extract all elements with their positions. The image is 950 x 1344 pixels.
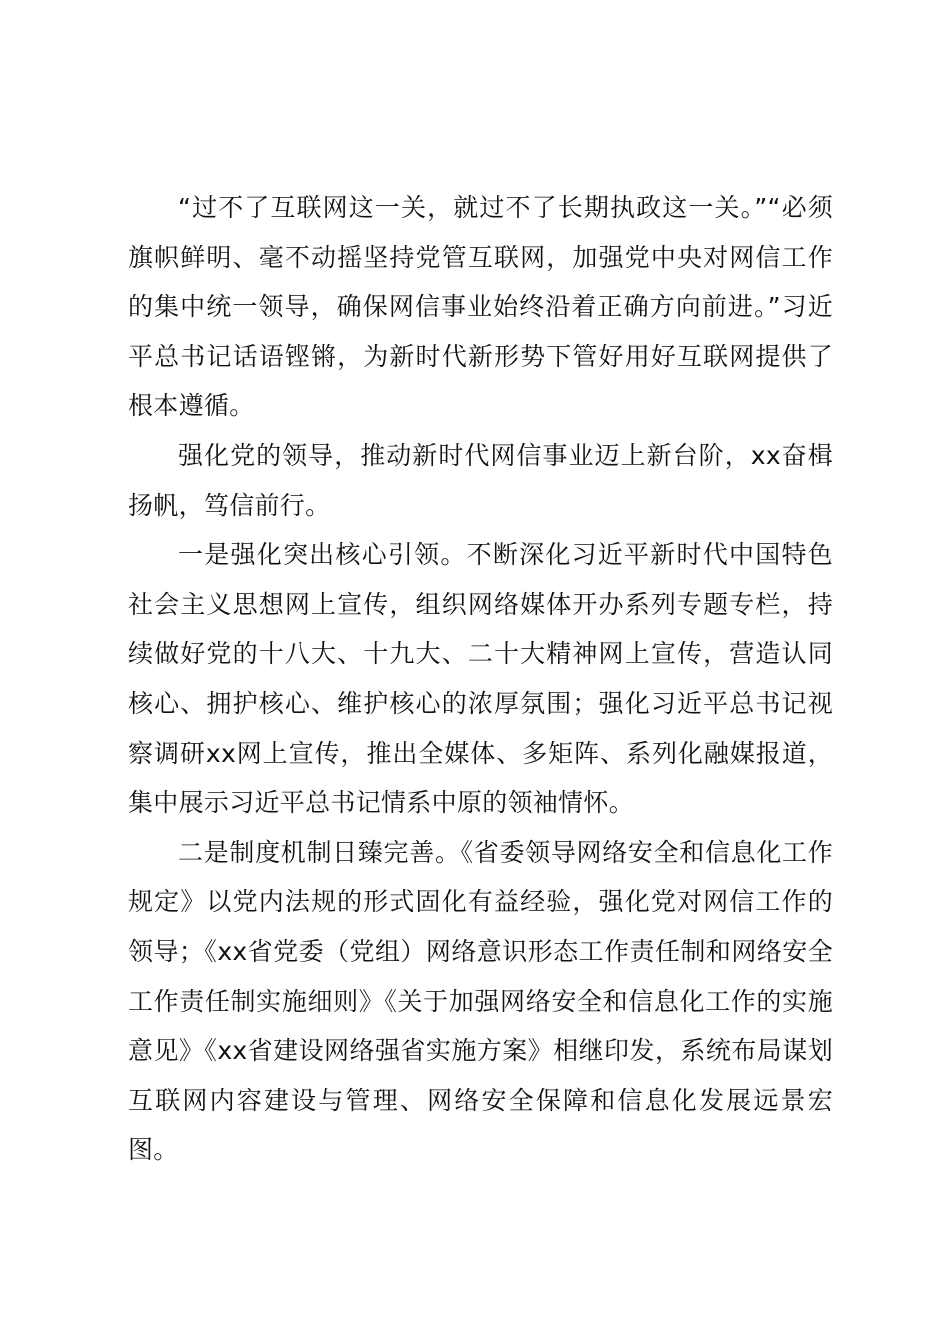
paragraph-intro: 强化党的领导，推动新时代网信事业迈上新台阶，xx奋楫扬帆，笃信前行。 [128,440,833,520]
paragraph-point-two: 二是制度机制日臻完善。《省委领导网络安全和信息化工作规定》以党内法规的形式固化有益经验，强化党对网信工作的领导；《xx省党委（党组）网络意识形态工作责任制和网络安全工作责任制实施细则》《关于加强网络安全和信息化工作的实施意见》《xx省建设网络强省实施方案》相继印发，系统布局谋划互联网内容建设与管理、网络安全保障和信息化发展远景宏图。 [128,837,833,1165]
document-body [128,183,833,1175]
paragraph-point-one: 一是强化突出核心引领。不断深化习近平新时代中国特色社会主义思想网上宣传，组织网络媒体开办系列专题专栏，持续做好党的十八大、十九大、二十大精神网上宣传，营造认同核心、拥护核心、维护核心的浓厚氛围；强化习近平总书记视察调研xx网上宣传，推出全媒体、多矩阵、系列化融媒报道，集中展示习近平总书记情系中原的领袖情怀。 [128,540,833,818]
paragraph-quote: “过不了互联网这一关，就过不了长期执政这一关。”“必须旗帜鲜明、毫不动摇坚持党管互联网，加强党中央对网信工作的集中统一领导，确保网信事业始终沿着正确方向前进。”习近平总书记话语铿锵，为新时代新形势下管好用好互联网提供了根本遵循。 [128,193,833,421]
